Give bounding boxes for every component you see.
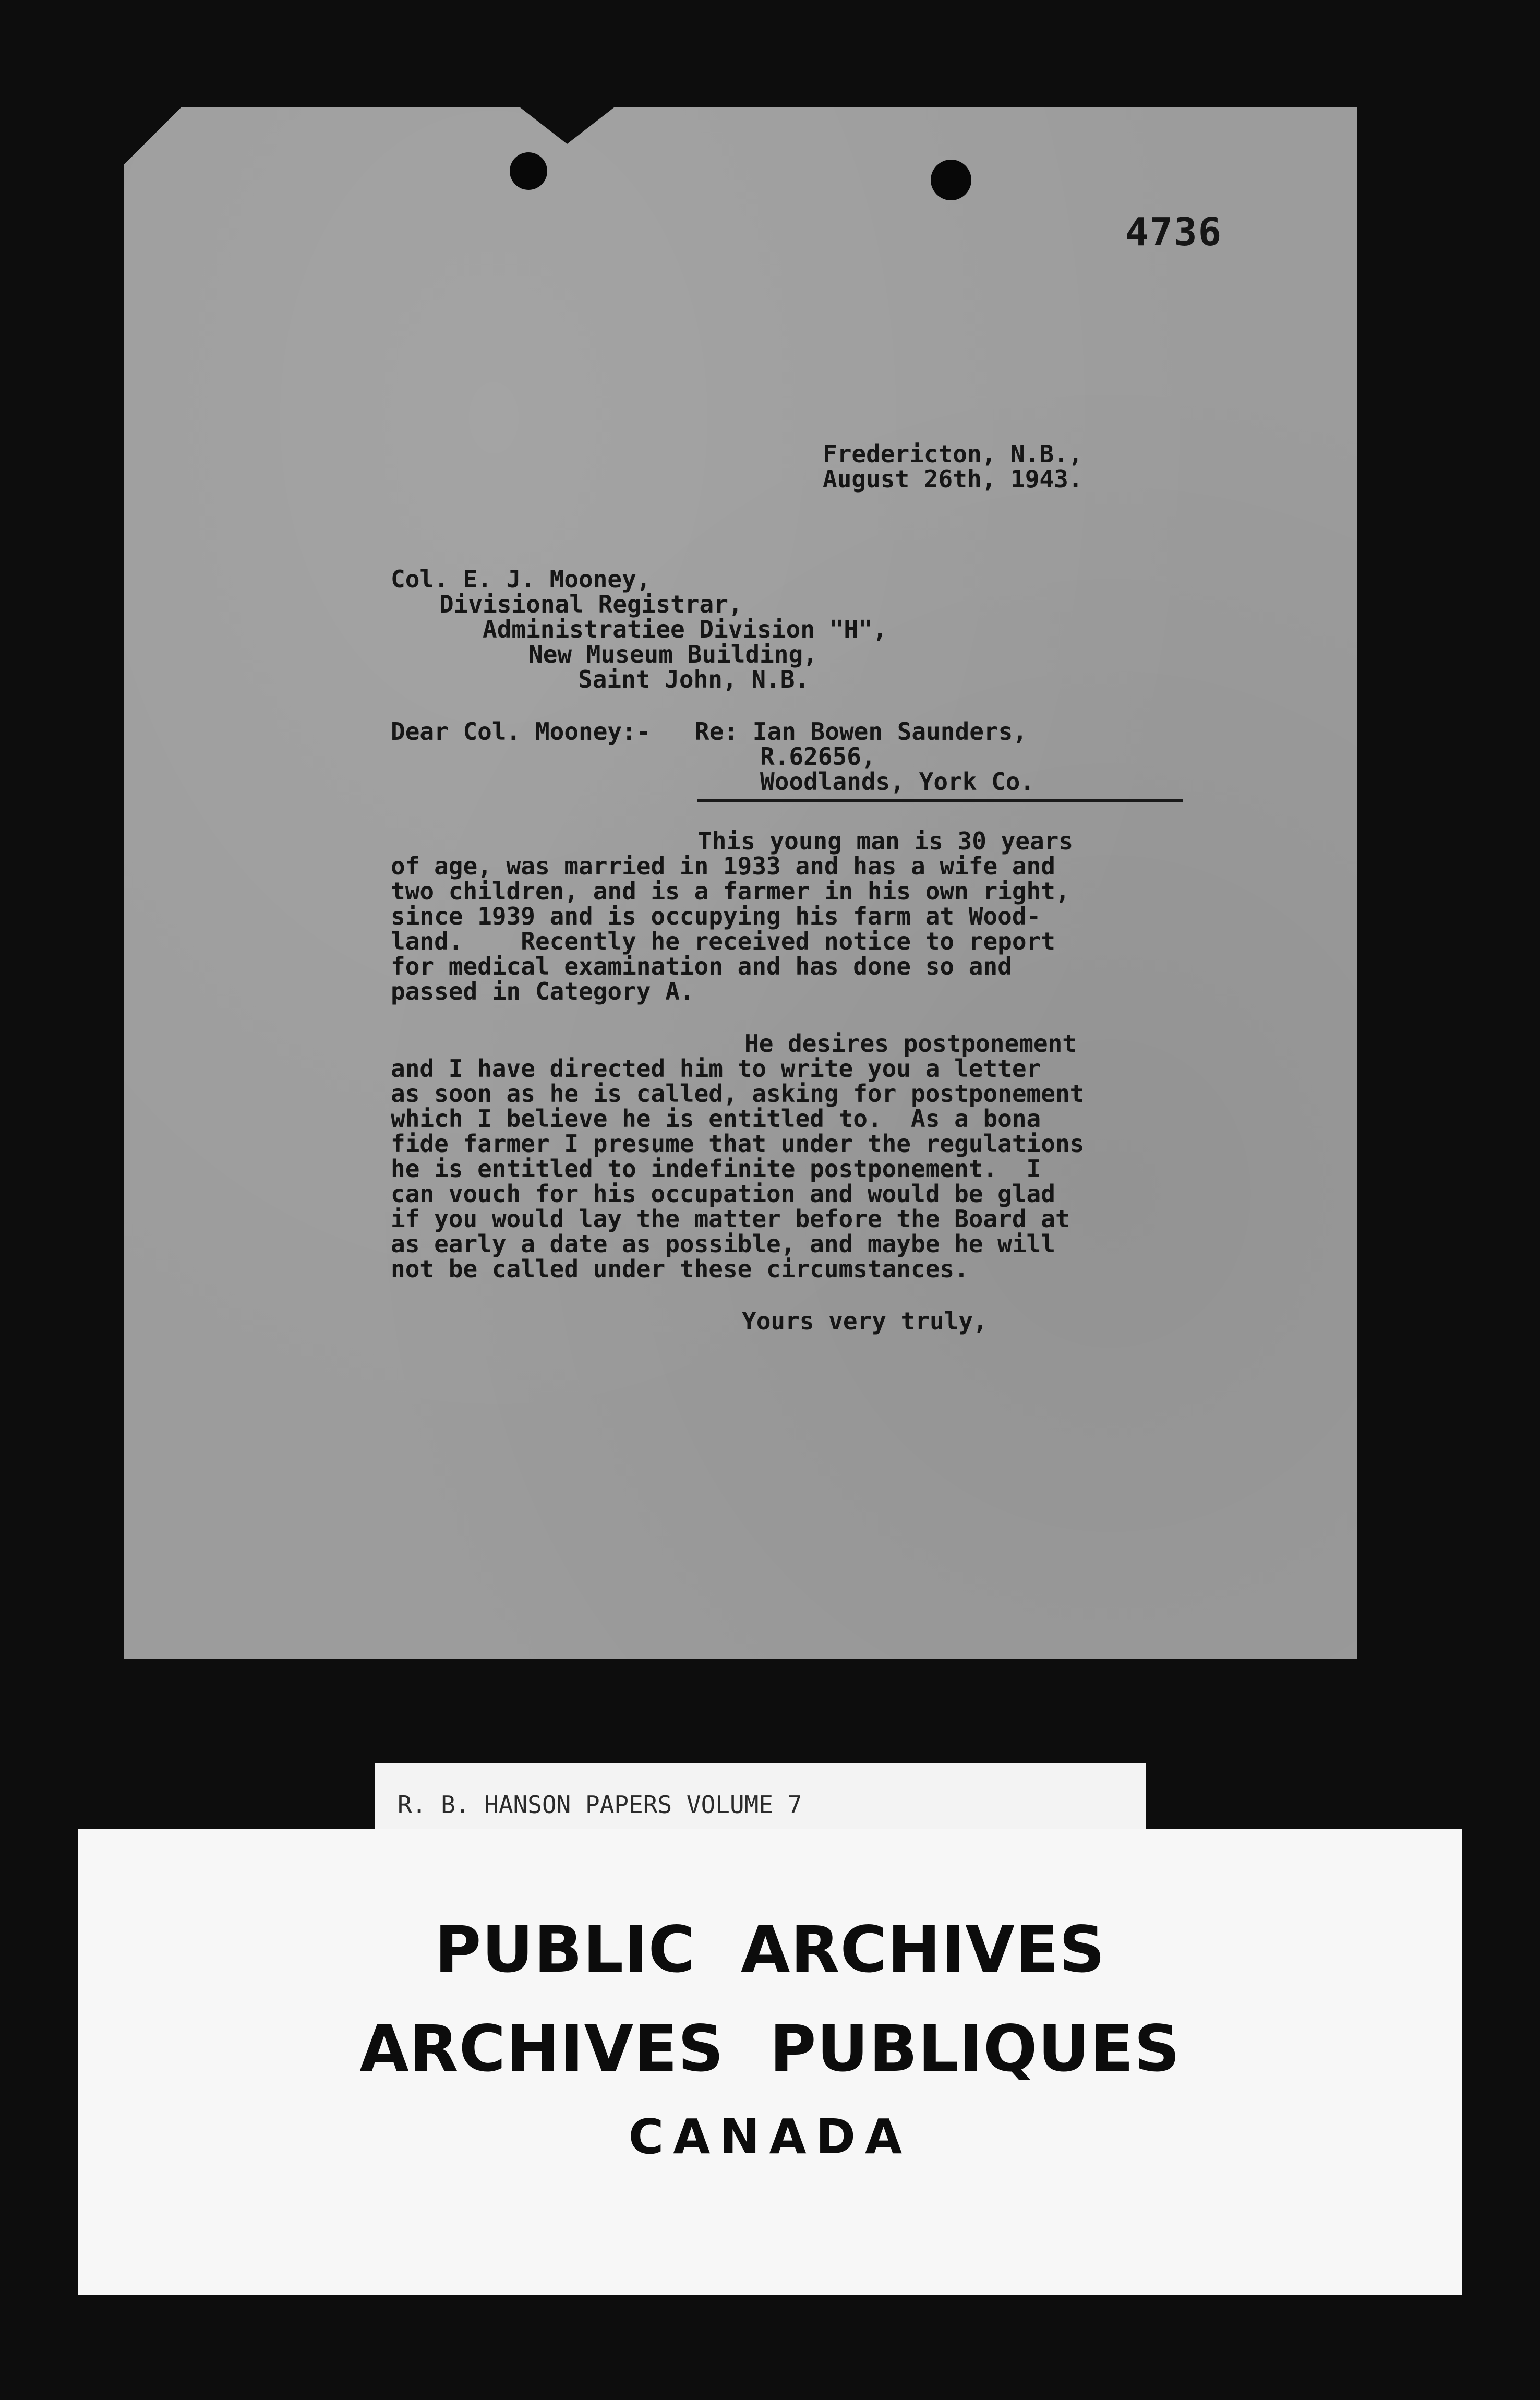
paragraph-2-line: fide farmer I presume that under the regulations xyxy=(391,1130,1085,1158)
dateline-place: Fredericton, N.B., xyxy=(823,440,1083,468)
paragraph-2-line: as soon as he is called, asking for postponement xyxy=(391,1079,1085,1108)
closing: Yours very truly, xyxy=(742,1307,988,1335)
re-subject-location: Woodlands, York Co. xyxy=(760,767,1035,796)
paragraph-2-line: can vouch for his occupation and would be glad xyxy=(391,1180,1055,1208)
re-subject-name: Re: Ian Bowen Saunders, xyxy=(695,717,1027,746)
paragraph-1-line: land. Recently he received notice to report xyxy=(391,927,1055,955)
punch-hole xyxy=(931,160,971,200)
folded-corner xyxy=(124,107,181,165)
paragraph-1-line: two children, and is a farmer in his own right, xyxy=(391,877,1070,905)
reel-label-text: R. B. HANSON PAPERS VOLUME 7 xyxy=(398,1791,802,1819)
paragraph-1-line: of age, was married in 1933 and has a wife and xyxy=(391,852,1055,880)
page-number: 4736 xyxy=(1125,210,1223,255)
paragraph-2-line: he is entitled to indefinite postponement. I xyxy=(391,1155,1041,1183)
archives-title-french: ARCHIVES PUBLIQUES xyxy=(359,2012,1181,2086)
dateline-date: August 26th, 1943. xyxy=(823,465,1083,493)
recipient-name: Col. E. J. Mooney, xyxy=(391,565,651,593)
re-subject-number: R.62656, xyxy=(760,742,876,771)
punch-hole xyxy=(510,152,547,190)
paragraph-1-line: since 1939 and is occupying his farm at Wood- xyxy=(391,902,1041,930)
recipient-division: Administratiee Division "H", xyxy=(483,615,887,643)
paragraph-2-line: which I believe he is entitled to. As a bona xyxy=(391,1105,1041,1133)
paragraph-1-line: for medical examination and has done so and xyxy=(391,952,1012,980)
salutation: Dear Col. Mooney:- xyxy=(391,717,651,746)
paragraph-2-line: as early a date as possible, and maybe he will xyxy=(391,1230,1055,1258)
recipient-title: Divisional Registrar, xyxy=(439,590,743,618)
paragraph-1-line: passed in Category A. xyxy=(391,977,694,1005)
re-underline xyxy=(697,799,1183,802)
letter-page xyxy=(124,107,1357,1659)
archives-country: CANADA xyxy=(628,2109,912,2165)
recipient-city: Saint John, N.B. xyxy=(578,665,810,693)
archives-title-english: PUBLIC ARCHIVES xyxy=(434,1913,1106,1987)
paragraph-1-line: This young man is 30 years xyxy=(697,827,1074,855)
recipient-building: New Museum Building, xyxy=(528,640,817,668)
paragraph-2-line: not be called under these circumstances. xyxy=(391,1255,969,1283)
paragraph-2-line: if you would lay the matter before the Board at xyxy=(391,1205,1070,1233)
paragraph-2-line: He desires postponement xyxy=(744,1029,1077,1058)
reel-label xyxy=(375,1763,1146,1831)
archives-card xyxy=(78,1829,1462,2295)
paragraph-2-line: and I have directed him to write you a letter xyxy=(391,1054,1041,1083)
torn-edge xyxy=(520,107,614,144)
